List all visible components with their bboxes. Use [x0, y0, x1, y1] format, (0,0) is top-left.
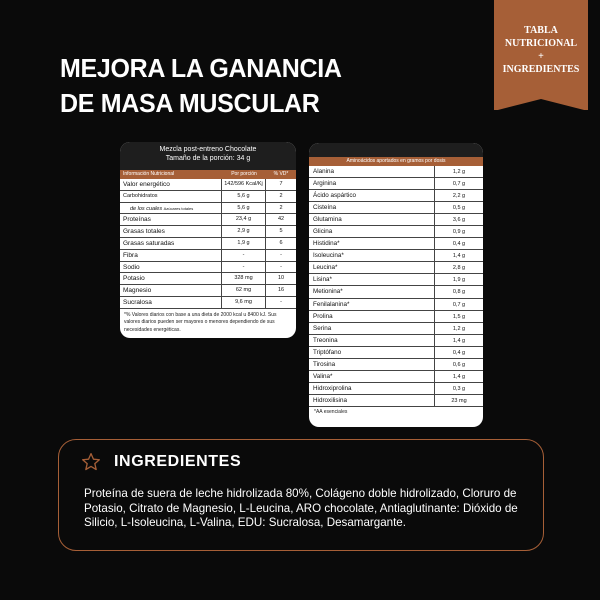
row-value: 1,2 g: [452, 325, 466, 332]
row-value: 1,4 g: [452, 373, 466, 380]
row-label: Ácido aspártico: [309, 190, 435, 201]
row-label: Lisina*: [309, 274, 435, 285]
row-value: 0,5 g: [452, 205, 466, 212]
row-label: Carbohidratos: [120, 191, 222, 202]
ingredients-box: [58, 439, 544, 551]
row-portion: 23,4 g: [222, 214, 266, 225]
row-label: Proteínas: [120, 214, 222, 225]
headline-line-1: MEJORA LA GANANCIA: [60, 54, 342, 84]
row-portion: 2,9 g: [222, 226, 266, 237]
table-row: [309, 238, 483, 250]
row-portion: -: [222, 250, 266, 261]
ribbon-line-3: +: [538, 51, 544, 62]
row-label: Fibra: [120, 250, 222, 261]
row-label: Isoleucina*: [309, 250, 435, 261]
row-value: 0,8 g: [452, 289, 466, 296]
ingredients-text: Proteína de suera de leche hidrolizada 80%, Colágeno doble hidrolizado, Cloruro de Potasio, Citrato de Magnesio, L-Leucina, ARO chocolate, Antiaglutinante: Dióxido de Silicio, L-Isoleucina, L-Valina, EDU: Sucralosa, Desamargante.: [84, 487, 518, 529]
row-label: Potasio: [120, 273, 222, 284]
row-value: 2,2 g: [452, 193, 466, 200]
table-row: [309, 383, 483, 395]
row-value: 1,2 g: [452, 169, 466, 175]
row-label: Hidroxiprolina: [309, 383, 435, 394]
table-row: [120, 262, 296, 274]
nutrition-table: [120, 142, 296, 338]
row-value: 1,4 g: [452, 253, 466, 260]
star-icon: [81, 452, 101, 472]
table-row: [309, 226, 483, 238]
page-title: [60, 52, 420, 121]
row-vd: 5: [279, 228, 283, 235]
row-label: Sodio: [120, 262, 222, 273]
nutrition-column-headers: [120, 170, 296, 179]
row-value: 0,4 g: [452, 241, 466, 248]
row-portion: 5,6 g: [222, 191, 266, 202]
row-portion: 328 mg: [222, 273, 266, 284]
amino-footnote: *AA esenciales: [314, 408, 348, 415]
row-value: 0,9 g: [452, 229, 466, 236]
table-row: [309, 178, 483, 190]
amino-header: Aminoácidos aportados en gramos por dosis: [309, 157, 483, 166]
nutrition-table-header: [120, 142, 296, 170]
table-row: [120, 214, 296, 226]
row-label: Cisteína: [309, 202, 435, 213]
row-label: Treonina: [309, 335, 435, 346]
row-value: 3,6 g: [452, 217, 466, 224]
row-vd: 6: [279, 239, 283, 246]
row-label: Magnesio: [120, 285, 222, 296]
row-vd: 42: [277, 216, 285, 223]
col-header-name: Información Nutricional: [123, 171, 175, 177]
table-row: [120, 285, 296, 297]
ribbon-badge: [494, 0, 588, 110]
row-label: Valor energético: [120, 179, 222, 190]
table-row: [309, 286, 483, 298]
table-row: [120, 238, 296, 250]
nutrition-serving: Tamaño de la porción: 34 g: [165, 154, 251, 162]
row-vd: -: [280, 251, 282, 258]
table-row: [120, 226, 296, 238]
row-vd: 16: [277, 287, 285, 294]
table-row: [309, 214, 483, 226]
ingredients-title: INGREDIENTES: [114, 453, 242, 470]
ribbon-line-1: TABLA: [524, 25, 558, 36]
col-header-portion: Por porción: [231, 171, 257, 177]
row-label: [120, 203, 222, 214]
row-portion: 62 mg: [222, 285, 266, 296]
table-row: [309, 311, 483, 323]
row-value: 1,5 g: [452, 313, 466, 320]
row-portion: 1,9 g: [222, 238, 266, 249]
row-portion: -: [222, 262, 266, 273]
ribbon-line-4: INGREDIENTES: [502, 64, 580, 75]
row-label: Hidroxilisina: [309, 395, 435, 406]
row-label: Metionina*: [309, 286, 435, 297]
nutrition-title: Mezcla post-entreno Chocolate: [159, 146, 257, 153]
table-row: [309, 262, 483, 274]
table-row: [309, 166, 483, 178]
row-label: Glicina: [309, 226, 435, 237]
row-portion: 9,6 mg: [222, 297, 266, 308]
table-row: [309, 395, 483, 407]
table-row: [120, 203, 296, 215]
row-label: Leucina*: [309, 262, 435, 273]
row-portion: 142/596 Kcal/Kj: [222, 179, 266, 190]
row-value: 1,4 g: [452, 337, 466, 344]
row-value: 1,9 g: [452, 277, 466, 284]
table-row: [309, 347, 483, 359]
row-value: 2,8 g: [452, 265, 466, 272]
row-value: 23 mg: [451, 397, 467, 404]
row-label: Grasas saturadas: [120, 238, 222, 249]
row-vd: 7: [279, 181, 283, 187]
row-label: Tirosina: [309, 359, 435, 370]
row-label: Sucralosa: [120, 297, 222, 308]
row-label: Fenilalanina*: [309, 299, 435, 310]
table-row: [309, 299, 483, 311]
row-label: Histidina*: [309, 238, 435, 249]
row-vd: 2: [279, 204, 283, 211]
nutrition-footnote: *% Valores diarios con base a una dieta de 2000 kcal u 8400 kJ. Sus valores diarios pueden ser mayores o menores dependiendo de sus necesidades energéticas.: [124, 311, 277, 333]
table-row: [309, 371, 483, 383]
amino-table-top-bar: [309, 143, 483, 157]
row-label-sub: Azúcares totales: [163, 205, 194, 211]
row-vd: 10: [277, 275, 285, 282]
table-row: [309, 202, 483, 214]
row-label: Prolina: [309, 311, 435, 322]
table-row: [309, 323, 483, 335]
row-vd: 2: [279, 192, 283, 199]
table-row: [309, 274, 483, 286]
row-value: 0,6 g: [452, 361, 466, 368]
ribbon-line-2: NUTRICIONAL: [504, 38, 578, 49]
table-row: [309, 250, 483, 262]
row-label-main: de los cuales: [130, 205, 163, 212]
row-label: Serina: [309, 323, 435, 334]
table-row: [309, 190, 483, 202]
table-row: [120, 179, 296, 191]
col-header-vd: % VD*: [273, 171, 289, 177]
row-value: 0,4 g: [452, 349, 466, 356]
row-label: Arginina: [309, 178, 435, 189]
table-row: [309, 335, 483, 347]
row-label: Triptófano: [309, 347, 435, 358]
table-row: [120, 191, 296, 203]
amino-table: [309, 143, 483, 427]
row-label: Glutamina: [309, 214, 435, 225]
headline-line-2: DE MASA MUSCULAR: [60, 88, 320, 119]
row-portion: 5,6 g: [222, 203, 266, 214]
row-value: 0,3 g: [452, 385, 466, 392]
row-label: Valina*: [309, 371, 435, 382]
table-row: [120, 273, 296, 285]
row-vd: -: [280, 298, 282, 305]
row-label: Grasas totales: [120, 226, 222, 237]
table-row: [309, 359, 483, 371]
row-label: Alanina: [309, 166, 435, 177]
row-value: 0,7 g: [452, 301, 466, 308]
table-row: [120, 250, 296, 262]
table-row: [120, 297, 296, 309]
row-value: 0,7 g: [452, 181, 466, 188]
row-vd: -: [280, 263, 282, 270]
